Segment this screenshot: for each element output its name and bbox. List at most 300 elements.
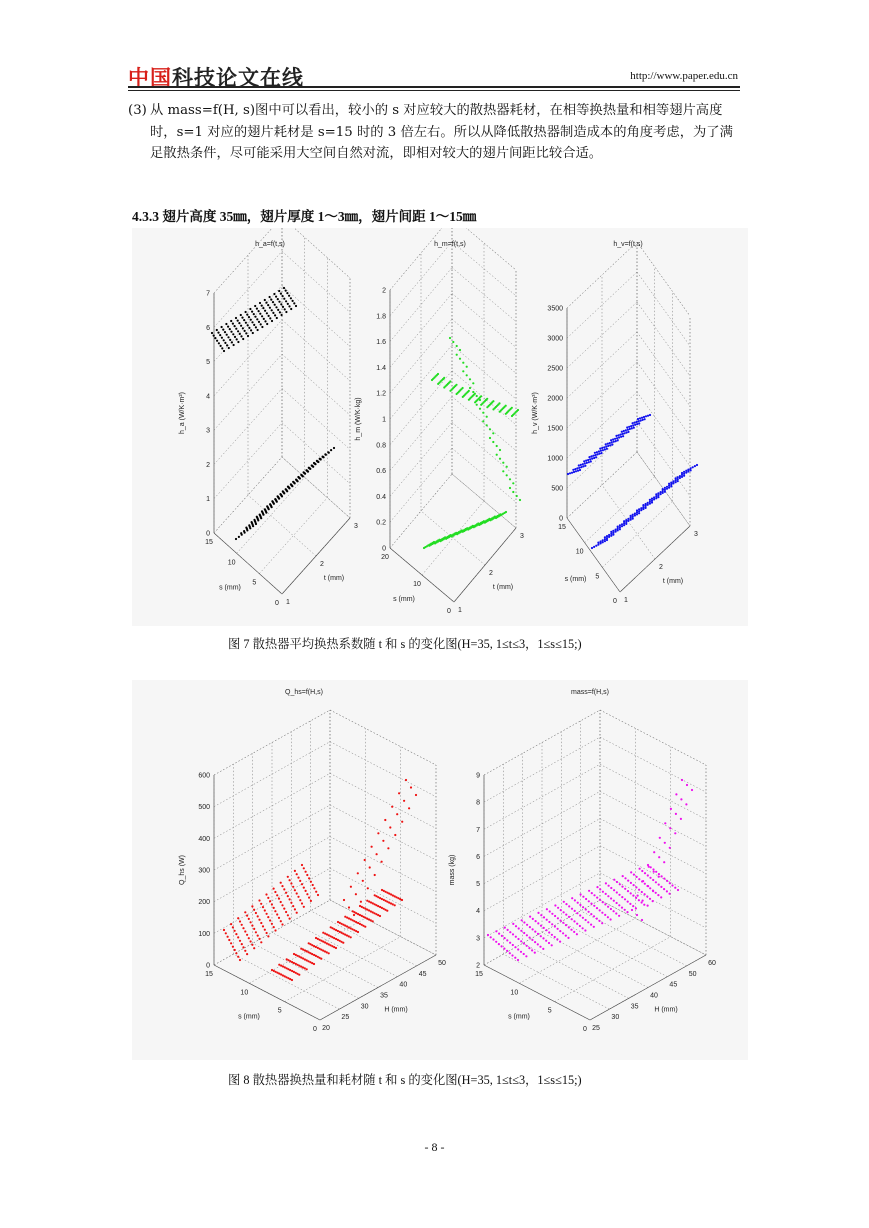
scatter-point	[239, 333, 241, 335]
scatter-point	[284, 308, 286, 310]
scatter-point	[455, 384, 457, 386]
scatter-point	[256, 308, 258, 310]
scatter-point	[313, 954, 315, 956]
scatter-point	[374, 894, 376, 896]
scatter-point	[607, 916, 609, 918]
scatter-points	[487, 779, 693, 961]
scatter-point	[443, 377, 445, 379]
scatter-point	[482, 412, 484, 414]
scatter-point	[226, 334, 228, 336]
scatter-point	[509, 952, 511, 954]
scatter-point	[603, 446, 605, 448]
scatter-point	[599, 899, 601, 901]
scatter-point	[523, 953, 525, 955]
scatter-point	[246, 915, 248, 917]
scatter-point	[576, 467, 578, 469]
scatter-point	[651, 500, 653, 502]
scatter-point	[611, 441, 613, 443]
scatter-point	[658, 856, 660, 858]
scatter-point	[339, 931, 341, 933]
scatter-point	[610, 533, 612, 535]
scatter-point	[382, 840, 384, 842]
scatter-point	[317, 461, 319, 463]
scatter-point	[288, 487, 290, 489]
scatter-point	[237, 330, 239, 332]
z-axis-label: h_a (W/K·m²)	[179, 392, 186, 434]
scatter-point	[254, 316, 256, 318]
scatter-point	[617, 529, 619, 531]
scatter-point	[620, 436, 622, 438]
scatter-point	[324, 933, 326, 935]
scatter-point	[472, 382, 474, 384]
scatter-point	[248, 327, 250, 329]
scatter-point	[605, 443, 607, 445]
scatter-point	[271, 309, 273, 311]
scatter-point	[244, 911, 246, 913]
scatter-point	[258, 321, 260, 323]
scatter-point	[623, 520, 625, 522]
z-axis-label: h_m (W/K·kg)	[355, 397, 362, 441]
scatter-point	[669, 882, 671, 884]
scatter-point	[602, 891, 604, 893]
scatter-point	[410, 786, 412, 788]
scatter-point	[580, 464, 582, 466]
scatter-point	[546, 919, 548, 921]
scatter-point	[588, 461, 590, 463]
scatter-point	[294, 908, 296, 910]
x-tick-label: 0	[447, 608, 451, 615]
scatter-point	[632, 516, 634, 518]
scatter-point	[627, 429, 629, 431]
scatter-point	[619, 434, 621, 436]
scatter-point	[226, 344, 228, 346]
scatter-point	[352, 910, 354, 912]
scatter-point	[605, 882, 607, 884]
scatter-point	[572, 469, 574, 471]
scatter-point	[313, 887, 315, 889]
scatter-point	[501, 945, 503, 947]
plot-3d	[449, 689, 716, 1033]
scatter-point	[666, 486, 668, 488]
scatter-point	[619, 528, 621, 530]
scatter-point	[582, 463, 584, 465]
scatter-point	[632, 895, 634, 897]
scatter-point	[242, 327, 244, 329]
scatter-point	[242, 927, 244, 929]
page-number: - 8 -	[424, 1140, 445, 1154]
scatter-point	[469, 387, 471, 389]
scatter-point	[350, 936, 352, 938]
scatter-point	[253, 324, 255, 326]
scatter-point	[509, 487, 511, 489]
scatter-point	[281, 885, 283, 887]
x-tick-label: 15	[558, 524, 566, 531]
scatter-point	[640, 509, 642, 511]
scatter-point	[315, 937, 317, 939]
scatter-point	[692, 466, 694, 468]
scatter-point	[228, 347, 230, 349]
scatter-point	[276, 501, 278, 503]
scatter-point	[262, 906, 264, 908]
scatter-point	[271, 320, 273, 322]
scatter-point	[596, 897, 598, 899]
y-tick-label: 25	[592, 1025, 600, 1032]
scatter-point	[224, 331, 226, 333]
scatter-point	[280, 293, 282, 295]
scatter-point	[641, 919, 643, 921]
scatter-point	[258, 919, 260, 921]
z-tick-label: 0	[382, 545, 386, 553]
scatter-point	[494, 516, 496, 518]
scatter-point	[612, 530, 614, 532]
scatter-point	[235, 328, 237, 330]
x-gridline	[519, 918, 635, 983]
scatter-point	[557, 917, 559, 919]
plot-3d	[532, 241, 698, 605]
scatter-point	[591, 458, 593, 460]
scatter-point	[299, 477, 301, 479]
scatter-point	[652, 879, 654, 881]
scatter-point	[289, 898, 291, 900]
y-tick-label: 2	[320, 561, 324, 568]
scatter-point	[523, 932, 525, 934]
scatter-point	[580, 466, 582, 468]
scatter-point	[579, 469, 581, 471]
scatter-point	[537, 943, 539, 945]
scatter-point	[597, 542, 599, 544]
scatter-point	[523, 942, 525, 944]
scatter-point	[584, 465, 586, 467]
scatter-point	[525, 955, 527, 957]
z-tick-label: 4	[476, 908, 480, 916]
scatter-point	[286, 292, 288, 294]
scatter-point	[221, 337, 223, 339]
scatter-point	[244, 950, 246, 952]
scatter-point	[314, 463, 316, 465]
scatter-point	[257, 935, 259, 937]
figure-8-panel	[132, 680, 748, 1060]
scatter-point	[459, 358, 461, 360]
scatter-point	[245, 311, 247, 313]
z-tick-label: 2500	[547, 365, 563, 373]
scatter-point	[368, 901, 370, 903]
back-wall-edge	[282, 228, 350, 278]
scatter-point	[630, 425, 632, 427]
scatter-point	[655, 881, 657, 883]
scatter-point	[290, 297, 292, 299]
scatter-point	[618, 894, 620, 896]
scatter-point	[331, 945, 333, 947]
scatter-point	[664, 822, 666, 824]
scatter-point	[342, 924, 344, 926]
scatter-point	[248, 937, 250, 939]
scatter-point	[610, 908, 612, 910]
scatter-point	[276, 894, 278, 896]
scatter-point	[535, 920, 537, 922]
scatter-point	[610, 918, 612, 920]
scatter-point	[644, 872, 646, 874]
scatter-point	[381, 861, 383, 863]
z-tick-label: 2	[476, 962, 480, 970]
scatter-point	[288, 305, 290, 307]
scatter-point	[296, 912, 298, 914]
scatter-point	[635, 907, 637, 909]
z-tick-label: 400	[198, 835, 210, 843]
scatter-point	[504, 937, 506, 939]
scatter-point	[506, 474, 508, 476]
scatter-point	[657, 494, 659, 496]
scatter-point	[372, 920, 374, 922]
scatter-point	[364, 859, 366, 861]
scatter-point	[357, 922, 359, 924]
z-tick-label: 300	[198, 867, 210, 875]
scatter-point	[250, 319, 252, 321]
scatter-point	[267, 916, 269, 918]
scatter-point	[641, 417, 643, 419]
figure-8-plots	[132, 680, 748, 1060]
z-tick-label: 0.4	[376, 493, 386, 501]
scatter-point	[224, 342, 226, 344]
scatter-point	[282, 306, 284, 308]
scatter-point	[663, 888, 665, 890]
scatter-point	[612, 534, 614, 536]
z-tick-label: 0	[206, 530, 210, 538]
scatter-point	[281, 495, 283, 497]
z-gridline	[330, 773, 436, 828]
scatter-point	[505, 405, 507, 407]
scatter-point	[273, 293, 275, 295]
scatter-point	[241, 534, 243, 536]
scatter-point	[643, 904, 645, 906]
scatter-point	[653, 871, 655, 873]
scatter-point	[398, 792, 400, 794]
scatter-point	[309, 961, 311, 963]
scatter-point	[449, 337, 451, 339]
scatter-point	[631, 427, 633, 429]
x-tick-label: 0	[275, 600, 279, 607]
scatter-point	[586, 462, 588, 464]
scatter-point	[607, 443, 609, 445]
scatter-point	[637, 895, 639, 897]
scatter-point	[542, 937, 544, 939]
scatter-point	[690, 469, 692, 471]
scatter-point	[617, 439, 619, 441]
scatter-point	[664, 842, 666, 844]
scatter-point	[631, 909, 633, 911]
scatter-point	[230, 923, 232, 925]
scatter-point	[641, 870, 643, 872]
x-tick-label: 5	[277, 1007, 282, 1015]
scatter-point	[563, 911, 565, 913]
z-gridline	[600, 819, 706, 874]
scatter-point	[585, 919, 587, 921]
scatter-point	[506, 466, 508, 468]
scatter-point	[492, 938, 494, 940]
scatter-point	[669, 827, 671, 829]
x-tick-label: 5	[547, 1007, 552, 1015]
scatter-point	[653, 851, 655, 853]
y-tick-label: 2	[489, 570, 493, 577]
scatter-point	[229, 328, 231, 330]
scatter-point	[515, 936, 517, 938]
scatter-point	[394, 834, 396, 836]
scatter-point	[505, 511, 507, 513]
scatter-point	[462, 370, 464, 372]
scatter-point	[249, 308, 251, 310]
scatter-point	[511, 954, 513, 956]
scatter-point	[523, 921, 525, 923]
scatter-point	[517, 959, 519, 961]
scatter-point	[232, 946, 234, 948]
scatter-point	[612, 532, 614, 534]
scatter-point	[582, 906, 584, 908]
scatter-point	[655, 495, 657, 497]
scatter-point	[621, 431, 623, 433]
scatter-point	[632, 514, 634, 516]
scatter-point	[696, 464, 698, 466]
scatter-point	[531, 949, 533, 951]
scatter-point	[664, 489, 666, 491]
scatter-point	[636, 509, 638, 511]
scatter-point	[526, 945, 528, 947]
scatter-point	[221, 347, 223, 349]
scatter-point	[266, 932, 268, 934]
scatter-point	[286, 958, 288, 960]
scatter-point	[281, 904, 283, 906]
scatter-point	[542, 948, 544, 950]
scatter-point	[512, 944, 514, 946]
x-tick-label: 10	[227, 559, 236, 567]
scatter-point	[278, 898, 280, 900]
scatter-point	[588, 900, 590, 902]
scatter-point	[658, 876, 660, 878]
scatter-point	[627, 890, 629, 892]
scatter-point	[292, 300, 294, 302]
scatter-point	[627, 520, 629, 522]
scatter-point	[565, 903, 567, 905]
scatter-point	[219, 334, 221, 336]
scatter-point	[619, 526, 621, 528]
z-tick-label: 1.2	[376, 390, 386, 398]
scatter-point	[526, 934, 528, 936]
scatter-point	[613, 889, 615, 891]
scatter-point	[320, 940, 322, 942]
scatter-point	[618, 904, 620, 906]
scatter-point	[559, 941, 561, 943]
scatter-point	[616, 902, 618, 904]
scatter-point	[328, 952, 330, 954]
scatter-point	[437, 373, 439, 375]
scatter-point	[557, 928, 559, 930]
scatter-point	[669, 893, 671, 895]
scatter-point	[664, 491, 666, 493]
scatter-point	[302, 949, 304, 951]
y-tick-label: 40	[650, 992, 658, 1000]
scatter-point	[251, 905, 253, 907]
scatter-point	[647, 874, 649, 876]
scatter-point	[509, 931, 511, 933]
scatter-point	[278, 917, 280, 919]
z-tick-label: 100	[198, 930, 210, 938]
scatter-point	[444, 536, 446, 538]
scatter-point	[668, 487, 670, 489]
scatter-point	[687, 470, 689, 472]
scatter-point	[389, 826, 391, 828]
scatter-point	[610, 531, 612, 533]
scatter-point	[502, 470, 504, 472]
scatter-point	[509, 942, 511, 944]
scatter-point	[289, 918, 291, 920]
scatter-point	[652, 868, 654, 870]
z-gridline	[330, 837, 436, 892]
scatter-point	[548, 942, 550, 944]
scatter-point	[262, 925, 264, 927]
scatter-point	[270, 299, 272, 301]
scatter-point	[587, 921, 589, 923]
scatter-point	[246, 529, 248, 531]
x-tick-label: 10	[240, 989, 249, 997]
scatter-point	[590, 913, 592, 915]
scatter-point	[649, 898, 651, 900]
scatter-point	[607, 445, 609, 447]
scatter-point	[506, 939, 508, 941]
scatter-point	[292, 886, 294, 888]
scatter-point	[255, 523, 257, 525]
scatter-point	[486, 424, 488, 426]
scatter-point	[238, 322, 240, 324]
scatter-point	[223, 350, 225, 352]
scatter-point	[589, 458, 591, 460]
scatter-point	[366, 900, 368, 902]
scatter-point	[683, 473, 685, 475]
scatter-point	[379, 906, 381, 908]
scatter-point	[556, 938, 558, 940]
scatter-point	[211, 332, 213, 334]
scatter-point	[629, 428, 631, 430]
scatter-point	[501, 935, 503, 937]
scatter-point	[502, 462, 504, 464]
scatter-point	[504, 927, 506, 929]
figure-8-caption: 图 8 散热器换热量和耗材随 t 和 s 的变化图(H=35, 1≤t≤3，1≤s≤15;)	[228, 1073, 582, 1087]
scatter-point	[287, 876, 289, 878]
scatter-point	[623, 522, 625, 524]
scatter-point	[267, 304, 269, 306]
scatter-point	[657, 496, 659, 498]
scatter-point	[604, 903, 606, 905]
z-tick-label: 1.6	[376, 339, 386, 347]
z-gridline	[637, 272, 690, 346]
scatter-point	[632, 905, 634, 907]
scatter-point	[517, 938, 519, 940]
scatter-point	[282, 295, 284, 297]
scatter-point	[646, 895, 648, 897]
scatter-point	[260, 903, 262, 905]
scatter-point	[225, 932, 227, 934]
scatter-point	[640, 507, 642, 509]
scatter-point	[627, 518, 629, 520]
scatter-point	[621, 896, 623, 898]
scatter-point	[322, 932, 324, 934]
scatter-point	[258, 310, 260, 312]
scatter-point	[649, 414, 651, 416]
scatter-point	[605, 446, 607, 448]
scatter-point	[585, 898, 587, 900]
scatter-point	[237, 917, 239, 919]
scatter-point	[633, 427, 635, 429]
scatter-point	[551, 934, 553, 936]
scatter-point	[606, 535, 608, 537]
scatter-point	[609, 442, 611, 444]
